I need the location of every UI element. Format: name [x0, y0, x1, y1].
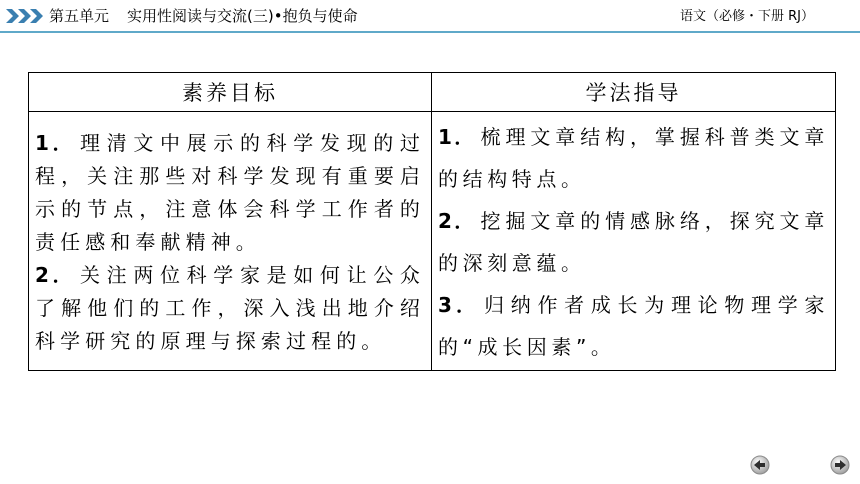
book-label: 语文（必修・下册 RJ） [680, 9, 814, 24]
goal-text: 关注两位科学家是如何让公众了解他们的工作，深入浅出地介绍科学研究的原理与探索过程的。 [35, 262, 425, 353]
goals-table [28, 72, 836, 371]
guidance-item [438, 200, 829, 284]
goal-number: 1． [35, 130, 77, 155]
goals-cell [29, 112, 432, 371]
guidance-item [438, 116, 829, 200]
page-header [0, 0, 860, 32]
prev-page-button[interactable] [750, 455, 770, 475]
column-header-goals: 素养目标 [29, 73, 432, 112]
guidance-text: 归纳作者成长为理论物理学家的“成长因素”。 [438, 293, 829, 359]
guidance-number: 3． [438, 293, 481, 317]
guidance-number: 2． [438, 209, 477, 233]
guidance-cell [432, 112, 836, 371]
unit-label: 第五单元 [49, 7, 110, 25]
goal-item [35, 127, 425, 259]
lesson-title: 实用性阅读与交流(三)•抱负与使命 [127, 7, 358, 25]
table-row [29, 112, 836, 371]
table-header-row [29, 73, 836, 112]
next-page-button[interactable] [830, 455, 850, 475]
column-header-guidance: 学法指导 [432, 73, 836, 112]
guidance-number: 1． [438, 125, 477, 149]
goal-number: 2． [35, 262, 77, 287]
goal-text: 理清文中展示的科学发现的过程，关注那些对科学发现有重要启示的节点，注意体会科学工作者的责任感和奉献精神。 [35, 130, 425, 254]
triple-chevron-right-icon [6, 9, 44, 23]
guidance-item [438, 284, 829, 368]
guidance-text: 挖掘文章的情感脉络，探究文章的深刻意蕴。 [438, 209, 829, 275]
guidance-text: 梳理文章结构，掌握科普类文章的结构特点。 [438, 125, 829, 191]
arrow-right-icon [830, 455, 850, 475]
header-title [49, 6, 358, 26]
goal-item [35, 259, 425, 358]
arrow-left-icon [750, 455, 770, 475]
header-divider [0, 31, 860, 33]
